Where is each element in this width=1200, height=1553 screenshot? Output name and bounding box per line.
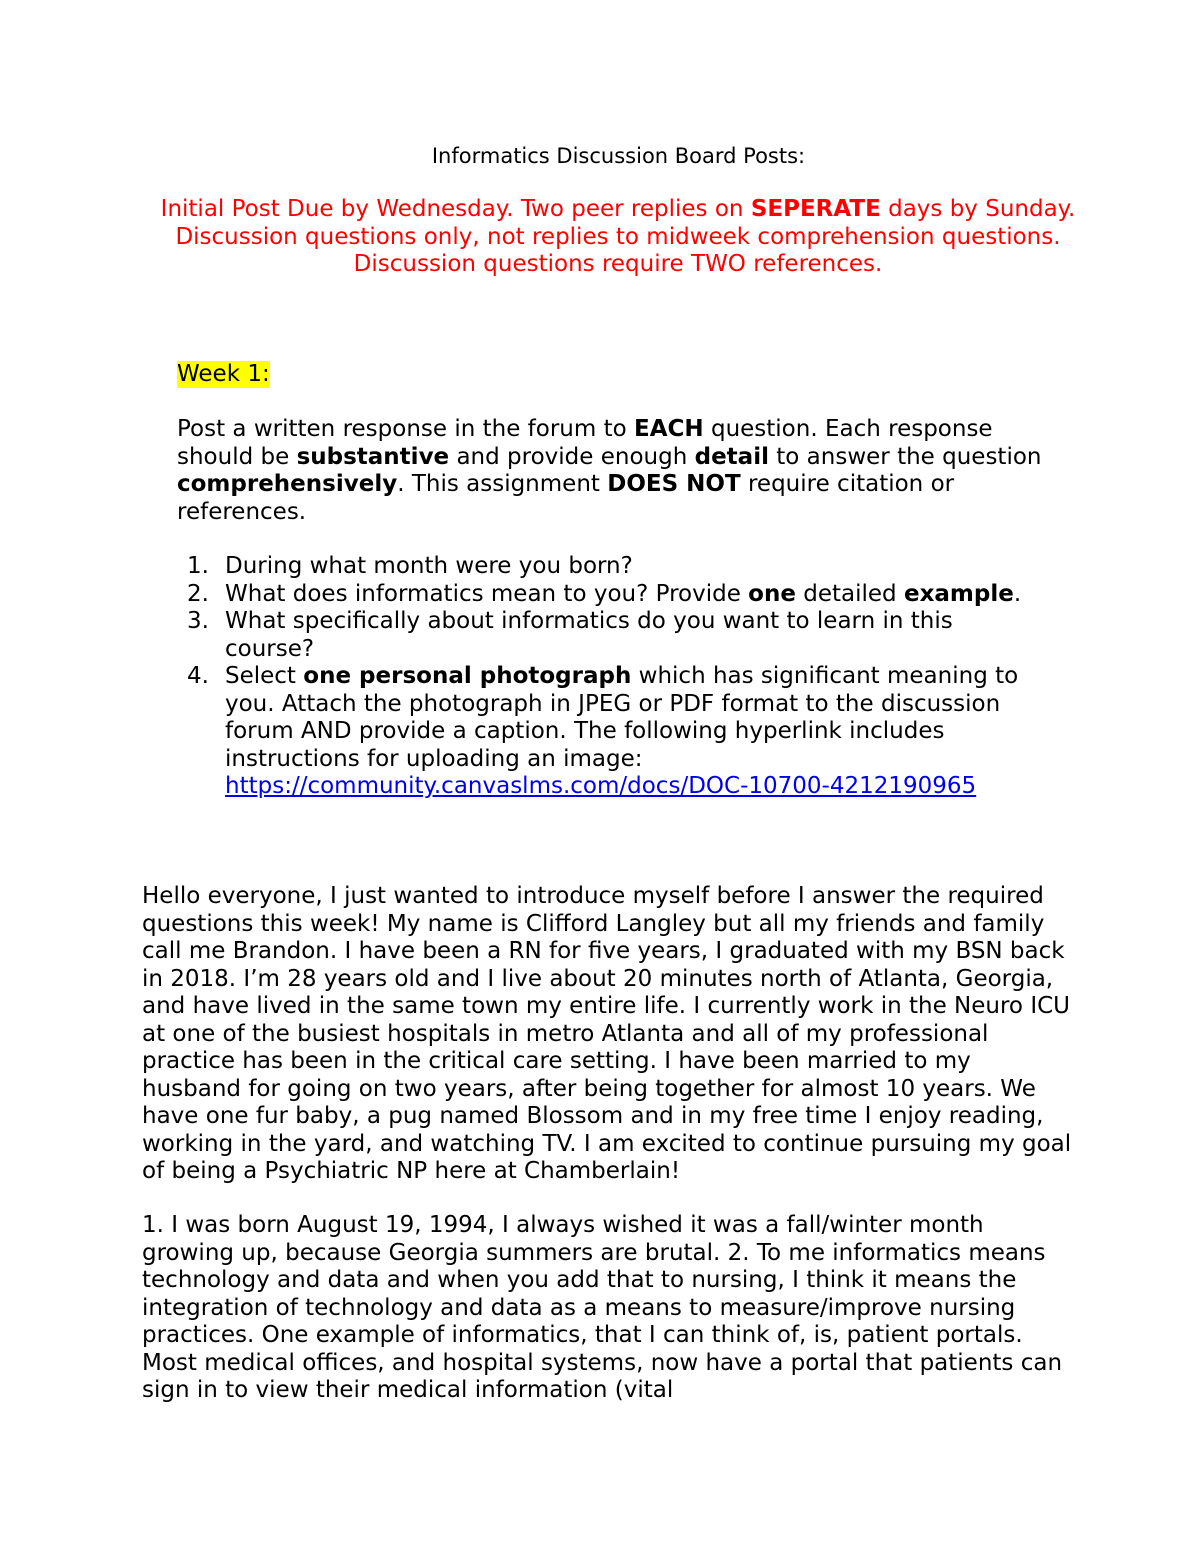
question-item <box>187 663 1047 801</box>
instructions-text: . This assignment <box>397 471 608 497</box>
document-title: Informatics Discussion Board Posts: <box>431 144 806 168</box>
introduction-paragraph: Hello everyone, I just wanted to introduce myself before I answer the required questions this week! My name is Clifford Langley but all my friends and family call me Brandon. I have been a RN for five years, I graduated with my BSN back in 2018. I’m 28 years old and I live about 20 minutes north of Atlanta, Georgia, and have lived in the same town my entire life. I currently work in the Neuro ICU at one of the busiest hospitals in metro Atlanta and all of my professional practice has been in the critical care setting. I have been married to my husband for going on two years, after being together for almost 10 years. We have one fur baby, a pug named Blossom and in my free time I enjoy reading, working in the yard, and watching TV. I am excited to continue pursuing my goal of being a Psychiatric NP here at Chamberlain! <box>142 883 1072 1184</box>
instructions-text: question. Each response should be <box>177 416 993 470</box>
question-text: During what month were you born? <box>225 553 633 579</box>
question-text: . <box>1013 580 1022 607</box>
question-number: 1. <box>187 553 209 579</box>
question-bold: example <box>903 580 1014 607</box>
assignment-instructions <box>177 416 1067 526</box>
due-date-notice <box>150 196 1086 279</box>
question-bold: one personal photograph <box>303 663 632 689</box>
question-text: What does informatics mean to you? Provide <box>225 580 749 607</box>
instructions-bold: detail <box>694 443 769 470</box>
notice-text-1: Initial Post Due by Wednesday. Two peer replies on <box>160 196 751 222</box>
instructions-bold: DOES NOT <box>607 471 741 497</box>
question-number: 3. <box>187 608 209 634</box>
question-number: 4. <box>187 663 209 689</box>
question-list <box>187 553 1047 801</box>
instructions-text: to answer the question <box>768 443 1042 470</box>
question-number: 2. <box>187 580 209 607</box>
question-text: detailed <box>795 580 904 607</box>
canvas-upload-link[interactable]: https://community.canvaslms.com/docs/DOC-10700-4212190965 <box>225 773 977 799</box>
answers-paragraph: 1. I was born August 19, 1994, I always wished it was a fall/winter month growing up, because Georgia summers are brutal. 2. To me informatics means technology and data and when you add that to nursing, I think it means the integration of technology and data as a means to measure/improve nursing practices. One example of informatics, that I can think of, is, patient portals. Most medical offices, and hospital systems, now have a portal that patients can sign in to view their medical information (vital <box>142 1212 1063 1403</box>
notice-text-2: days by Sunday. Discussion questions only, not replies to midweek comprehension questions. Discussion questions require TWO references. <box>175 196 1076 277</box>
question-text: which has significant meaning to you. Attach the photograph in JPEG or PDF format to the discussion forum AND provide a caption. The following hyperlink includes instructions for uploading an image: <box>225 663 1019 772</box>
instructions-text: and provide enough <box>449 443 695 470</box>
instructions-text: Post a written response in the forum to <box>177 416 635 442</box>
question-text: What specifically about informatics do you want to learn in this course? <box>225 608 953 662</box>
question-item <box>187 553 1047 581</box>
question-bold: one <box>748 580 796 607</box>
instructions-text: require citation or references. <box>177 471 955 525</box>
question-text: Select <box>225 663 304 689</box>
week-heading: Week 1: <box>177 361 270 387</box>
notice-emphasis: SEPERATE <box>750 196 881 222</box>
instructions-bold: comprehensively <box>177 471 398 497</box>
instructions-bold: substantive <box>296 443 450 470</box>
question-item <box>187 608 1047 663</box>
question-item <box>187 581 1047 609</box>
instructions-bold: EACH <box>634 416 704 442</box>
